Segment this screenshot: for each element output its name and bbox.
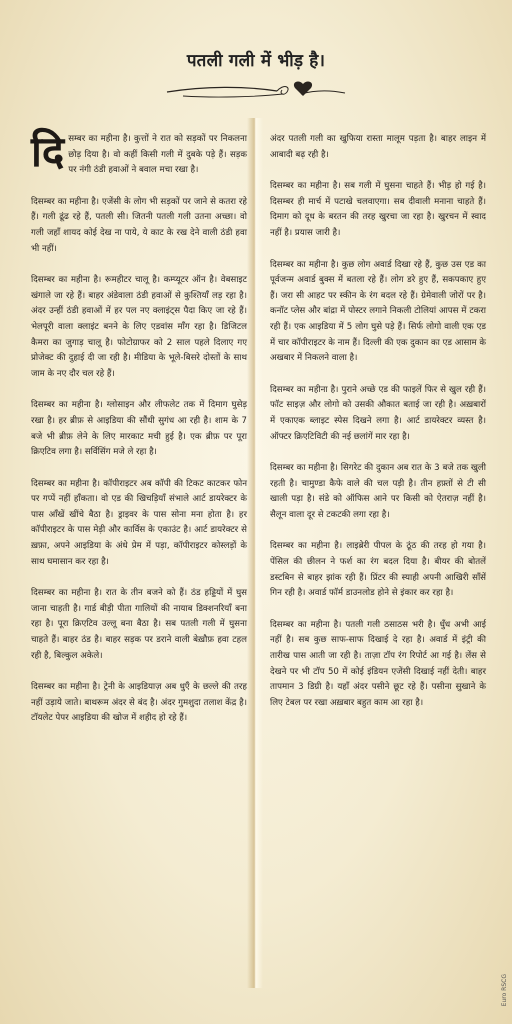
ornament-divider [165,76,347,102]
paragraph: दिसम्बर का महीना है। पुराने अच्छे एड की फाइलें फिर से खुल रही हैं। फॉट साइज़ और लोगो को उसकी औकात बताई जा रही है। अख़बारों में एकाएक ब्लाइट स्पेस दिखने लगा है। आर्ट डायरेक्टर व्यस्त है। ऑफ्टर क्रिएटिविटी की नई छलांगें मार रहा है। [270,384,486,442]
paragraph: दिसम्बर का महीना है। ट्रेनी के आइडियाज़ अब धुएँ के छल्ले की तरह नहीं उड़ाये जाते। बाथरूम अंदर से बंद है। अंदर गुमशुदा तलाश केंद्र है। टॉयलेट पेपर आइडिया की खोज में शहीद हो रहे हैं। [31,682,247,724]
paragraph: अंदर पतली गली का खुफिया रास्ता मालूम पड़ता है। बाहर लाइन में आबादी बढ़ रही है। [270,134,486,160]
page-title: पतली गली में भीड़ है। [186,51,326,71]
paragraph: दिसम्बर का महीना है। रूमहीटर चालू है। कम्प्यूटर ऑन है। वेबसाइट खंगाले जा रहे हैं। बाहर अंडेवाला ठंडी हवाओं से कुश्तियाँ लड़ रहा है। अंदर उन्हीं ठंडी हवाओं में हर पल नए क्लाइंट्स पैदा किए जा रहे हैं। भेलपूरी वाला क्लाइंट बनने के लिए एडवांस माँग रहा है। डिजिटल कैमरा का जुगाड़ चालू है। फोटोग्राफर को 2 साल पहले दिलाए गए प्रोजेक्ट की दुहाई दी जा रही है। मीडिया के भूले-बिसरे दोस्तों के साथ जाम के नए दौर चल रहे हैं। [31,275,247,379]
heart-icon [294,81,312,96]
page-fold [247,118,263,988]
drop-cap: दि [31,127,65,176]
paragraph-text: सम्बर का महीना है। कुत्तों ने रात को सड़कों पर निकलना छोड़ दिया है। वो कहीं किसी गली में दुबके पड़े हैं। सड़क पर नंगी ठंडी हवाओं ने बवाल मचा रखा है। [68,134,247,176]
paragraph: दिसम्बर का महीना है। कॉपीराइटर अब कॉपी की टिकट काटकर फोन पर गप्पें नहीं हाँकता। वो एड की खिचड़ियाँ संभाले आर्ट डायरेक्टर के पास आँखें खींचे बैठा है। ड्राइवर के पास सोना मना होता है। हर कॉपीराइटर के पास मेड़ी और कार्विस के एकाउंट है। आर्ट डायरेक्टर से ख़फ़ा, अपने आइडिया के अंधे प्रेम में पड़ा, कॉपीराइटर कोस्लड़ों के साथ घमासान कर रहा है। [31,478,247,567]
right-column [270,132,486,727]
paragraph: दिसम्बर का महीना है। लाइब्रेरी पीपल के ठूंठ की तरह हो गया है। पेंसिल की छीलन ने फर्श का रंग बदल दिया है। बीयर की बोतलें डस्टबिन से बाहर झांक रही हैं। प्रिंटर की स्याही अपनी आखिरी साँसें गिन रही है। अवार्ड फॉर्म डाउनलोड होने से इंकार कर रहा है। [270,541,486,599]
paragraph: दिसम्बर का महीना है। पतली गली ठसाठस भरी है। धुँध अभी आई नहीं है। सब कुछ साफ-साफ दिखाई दे रहा है। अवार्ड में इंट्री की तारीख पास आती जा रही है। ताज़ा टॉप रंग रिपोर्ट आ गई है। लेंस से देखने पर भी टॉप 50 में कोई इंडियन एजेंसी दिखाई नहीं देती। बाहर तापमान 3 डिग्री है। यहाँ अंदर पसीने छूट रहे हैं। पसीना सुखाने के लिए टेबल पर रखा अख़बार बहुत काम आ रहा है। [270,619,486,708]
paragraph: दिसम्बर का महीना है। सब गली में घुसना चाहते हैं। भीड़ हो गई है। दिसम्बर ही मार्च में पटाखे चलवाएगा। सब दीवाली मनाना चाहते हैं। दिमाग को दूध के बरतन की तरह खुरचा जा रहा है। खुरचन में स्वाद नहीं है। प्रयास जारी है। [270,181,486,238]
left-column [31,127,247,743]
paragraph: दिसम्बर का महीना है। सिगरेट की दुकान अब रात के 3 बजे तक खुली रहती है। चामुण्डा कैफे वाले की चल पड़ी है। तीन हफ़्तों से टी सी खाली पड़ा है। संडे को ऑफिस आने पर किसी को ऐतराज़ नहीं है। सैलून वाला दूर से टकटकी लगा रहा है। [270,463,486,520]
paragraph: दिसम्बर का महीना है। रात के तीन बजने को हैं। ठंड हड्डियों में घुस जाना चाहती है। गार्ड बीड़ी पीता गालियों की नायाब डिक्शनरियाँ बना रहा है। पूरा क्रिएटिव उल्लू बना बैठा है। सब पतली गली में घुसना चाहते हैं। बाहर ठंड है। बाहर सड़क पर डराने वाली बेख़ौफ़ हवा टहल रही है, बिल्कुल अकेले। [31,588,247,661]
paragraph [31,127,247,179]
paragraph: दिसम्बर का महीना है। एजेंसी के लोग भी सड़कों पर जाने से कतरा रहे हैं। गली ढूंढ रहे हैं, पतली सी। जितनी पतली गली उतना अच्छा। वो गली जहाँ शायद कोई देख ना पाये, ये काट के रख देने वाली ठंडी हवा भी नहीं। [31,196,247,254]
paragraph: दिसम्बर का महीना है। कुछ लोग अवार्ड दिखा रहे हैं, कुछ उस एड का पूर्वजन्म अवार्ड बुक्स में बतला रहे हैं। लोग डरे हुए हैं, सकपकाए हुए हैं। जरा सी आहट पर स्कीन के रंग बदल रहे हैं। ग्रेमेवाली जोरों पर है। कनॉट प्लेस और बांद्रा में पोस्टर लगाने निकली टोलियां आपस में टकरा रही हैं। एक आइडिया में 5 लोग घुसे पड़े हैं। सिर्फ लोगो वाली एक एड में चार कॉपीराइटर के नाम हैं। दिल्ली की एक दुकान का एड आसाम के अखबार में निकलने वाला है। [270,259,486,364]
agency-credit: Euro RSCG [501,973,508,1006]
paragraph: दिसम्बर का महीना है। ग्लोसाइन और लीफलेट तक में दिमाग घुसेड़ रखा है। हर ब्रीफ़ से आइडिया की सौंधी सुगंध आ रही है। शाम के 7 बजे भी ब्रीफ़ लेने के लिए मारकाट मची हुई है। एक ब्रीफ़ पर पूरा क्रिएटिव लगा है। सर्विसिंग मजे ले रहा है। [31,400,247,458]
